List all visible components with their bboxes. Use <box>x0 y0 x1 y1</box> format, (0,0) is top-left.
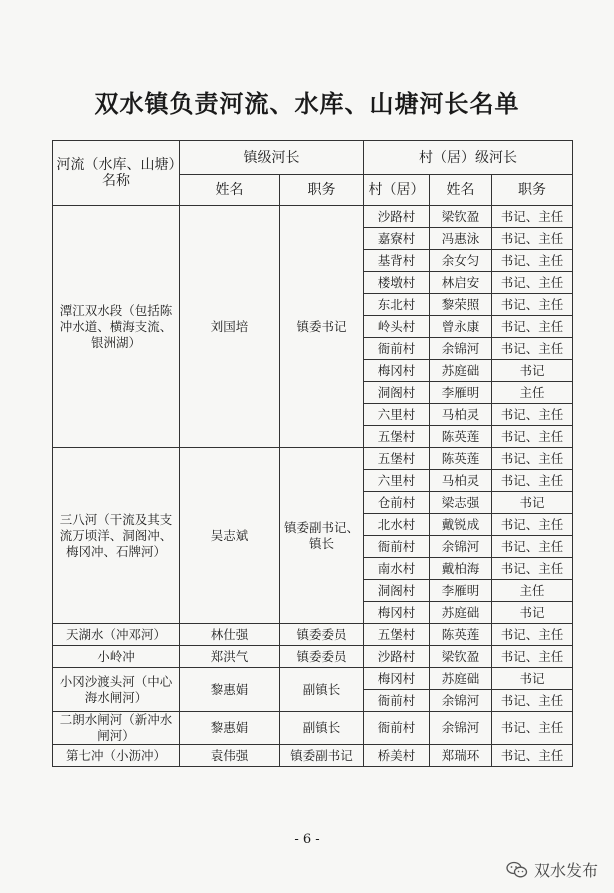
village-village-cell: 北水村 <box>364 514 430 536</box>
town-position-cell: 镇委副书记、镇长 <box>280 448 364 624</box>
village-position-cell: 书记、主任 <box>492 448 573 470</box>
river-name-cell: 二朗水闸河（新冲水闸河） <box>53 712 180 745</box>
town-position-cell: 镇委书记 <box>280 206 364 448</box>
village-name-cell: 马柏灵 <box>430 404 492 426</box>
village-village-cell: 梅冈村 <box>364 668 430 690</box>
town-position-cell: 副镇长 <box>280 712 364 745</box>
village-name-cell: 余锦河 <box>430 338 492 360</box>
village-name-cell: 马柏灵 <box>430 470 492 492</box>
village-name-cell: 戴锐成 <box>430 514 492 536</box>
village-position-cell: 书记、主任 <box>492 426 573 448</box>
village-position-cell: 书记、主任 <box>492 294 573 316</box>
header-row-1 <box>53 141 573 175</box>
village-position-cell: 书记、主任 <box>492 404 573 426</box>
village-position-cell: 书记、主任 <box>492 470 573 492</box>
village-name-cell: 苏庭础 <box>430 602 492 624</box>
village-village-cell: 衙前村 <box>364 338 430 360</box>
village-village-cell: 东北村 <box>364 294 430 316</box>
river-name-cell: 潭江双水段（包括陈冲水道、横海支流、银洲湖） <box>53 206 180 448</box>
table-row <box>53 668 573 690</box>
village-position-cell: 书记 <box>492 668 573 690</box>
village-name-cell: 苏庭础 <box>430 360 492 382</box>
village-village-cell: 沙路村 <box>364 206 430 228</box>
town-leader-cell: 郑洪气 <box>180 646 280 668</box>
town-position-cell: 镇委委员 <box>280 624 364 646</box>
header-river: 河流（水库、山塘）名称 <box>53 141 180 206</box>
river-name-cell: 小冈沙渡头河（中心海水闸河） <box>53 668 180 712</box>
village-name-cell: 梁志强 <box>430 492 492 514</box>
village-village-cell: 洞阁村 <box>364 382 430 404</box>
village-position-cell: 书记、主任 <box>492 272 573 294</box>
river-name-cell: 第七冲（小沥冲） <box>53 745 180 767</box>
village-name-cell: 陈英莲 <box>430 448 492 470</box>
town-leader-cell: 刘国培 <box>180 206 280 448</box>
village-position-cell: 书记、主任 <box>492 514 573 536</box>
town-position-cell: 镇委副书记 <box>280 745 364 767</box>
village-village-cell: 五堡村 <box>364 624 430 646</box>
village-position-cell: 主任 <box>492 382 573 404</box>
village-village-cell: 洞阁村 <box>364 580 430 602</box>
village-village-cell: 六里村 <box>364 470 430 492</box>
header-village-name: 姓名 <box>430 175 492 206</box>
village-village-cell: 六里村 <box>364 404 430 426</box>
river-name-cell: 小岭冲 <box>53 646 180 668</box>
village-position-cell: 书记、主任 <box>492 536 573 558</box>
village-village-cell: 桥美村 <box>364 745 430 767</box>
village-village-cell: 南水村 <box>364 558 430 580</box>
river-name-cell: 三八河（干流及其支流万顷洋、洞阁冲、梅冈冲、石牌河） <box>53 448 180 624</box>
table-row <box>53 448 573 470</box>
village-village-cell: 楼墩村 <box>364 272 430 294</box>
village-position-cell: 书记、主任 <box>492 558 573 580</box>
header-village: 村（居） <box>364 175 430 206</box>
village-name-cell: 苏庭础 <box>430 668 492 690</box>
village-position-cell: 书记、主任 <box>492 338 573 360</box>
town-leader-cell: 林仕强 <box>180 624 280 646</box>
village-name-cell: 戴柏海 <box>430 558 492 580</box>
village-position-cell: 书记、主任 <box>492 250 573 272</box>
village-village-cell: 仓前村 <box>364 492 430 514</box>
town-leader-cell: 吴志斌 <box>180 448 280 624</box>
village-name-cell: 郑瑞环 <box>430 745 492 767</box>
village-position-cell: 主任 <box>492 580 573 602</box>
river-name-cell: 天湖水（冲邓河） <box>53 624 180 646</box>
village-position-cell: 书记、主任 <box>492 690 573 712</box>
page-number: - 6 - <box>294 832 320 847</box>
table-row <box>53 712 573 745</box>
town-leader-cell: 黎惠娟 <box>180 712 280 745</box>
watermark-text: 双水发布 <box>533 861 598 880</box>
village-position-cell: 书记、主任 <box>492 624 573 646</box>
village-position-cell: 书记、主任 <box>492 206 573 228</box>
village-name-cell: 林启安 <box>430 272 492 294</box>
village-position-cell: 书记、主任 <box>492 316 573 338</box>
village-village-cell: 五堡村 <box>364 426 430 448</box>
village-name-cell: 余锦河 <box>430 712 492 745</box>
village-name-cell: 李雁明 <box>430 382 492 404</box>
table-row <box>53 745 573 767</box>
header-town-position: 职务 <box>280 175 364 206</box>
village-village-cell: 嘉寮村 <box>364 228 430 250</box>
village-village-cell: 衙前村 <box>364 712 430 745</box>
wechat-icon <box>506 861 528 879</box>
village-name-cell: 黎荣照 <box>430 294 492 316</box>
village-position-cell: 书记、主任 <box>492 745 573 767</box>
table-row <box>53 646 573 668</box>
header-town-group: 镇级河长 <box>180 141 364 175</box>
village-name-cell: 梁钦盈 <box>430 206 492 228</box>
village-name-cell: 曾永康 <box>430 316 492 338</box>
table-row <box>53 206 573 228</box>
village-village-cell: 衙前村 <box>364 690 430 712</box>
village-position-cell: 书记、主任 <box>492 228 573 250</box>
village-position-cell: 书记、主任 <box>492 712 573 745</box>
village-name-cell: 余女匀 <box>430 250 492 272</box>
village-village-cell: 基背村 <box>364 250 430 272</box>
village-village-cell: 沙路村 <box>364 646 430 668</box>
village-position-cell: 书记 <box>492 360 573 382</box>
header-village-position: 职务 <box>492 175 573 206</box>
town-position-cell: 副镇长 <box>280 668 364 712</box>
village-position-cell: 书记 <box>492 492 573 514</box>
page-title: 双水镇负责河流、水库、山塘河长名单 <box>94 89 520 118</box>
town-leader-cell: 袁伟强 <box>180 745 280 767</box>
village-village-cell: 岭头村 <box>364 316 430 338</box>
village-name-cell: 冯惠泳 <box>430 228 492 250</box>
town-position-cell: 镇委委员 <box>280 646 364 668</box>
river-chief-table <box>52 140 573 767</box>
village-name-cell: 陈英莲 <box>430 624 492 646</box>
village-name-cell: 陈英莲 <box>430 426 492 448</box>
table-row <box>53 624 573 646</box>
village-village-cell: 衙前村 <box>364 536 430 558</box>
village-village-cell: 梅冈村 <box>364 602 430 624</box>
watermark <box>506 858 598 881</box>
village-position-cell: 书记、主任 <box>492 646 573 668</box>
village-village-cell: 五堡村 <box>364 448 430 470</box>
village-name-cell: 余锦河 <box>430 536 492 558</box>
village-name-cell: 梁钦盈 <box>430 646 492 668</box>
village-name-cell: 李雁明 <box>430 580 492 602</box>
village-name-cell: 余锦河 <box>430 690 492 712</box>
town-leader-cell: 黎惠娟 <box>180 668 280 712</box>
header-village-group: 村（居）级河长 <box>364 141 573 175</box>
village-position-cell: 书记 <box>492 602 573 624</box>
header-town-name: 姓名 <box>180 175 280 206</box>
village-village-cell: 梅冈村 <box>364 360 430 382</box>
